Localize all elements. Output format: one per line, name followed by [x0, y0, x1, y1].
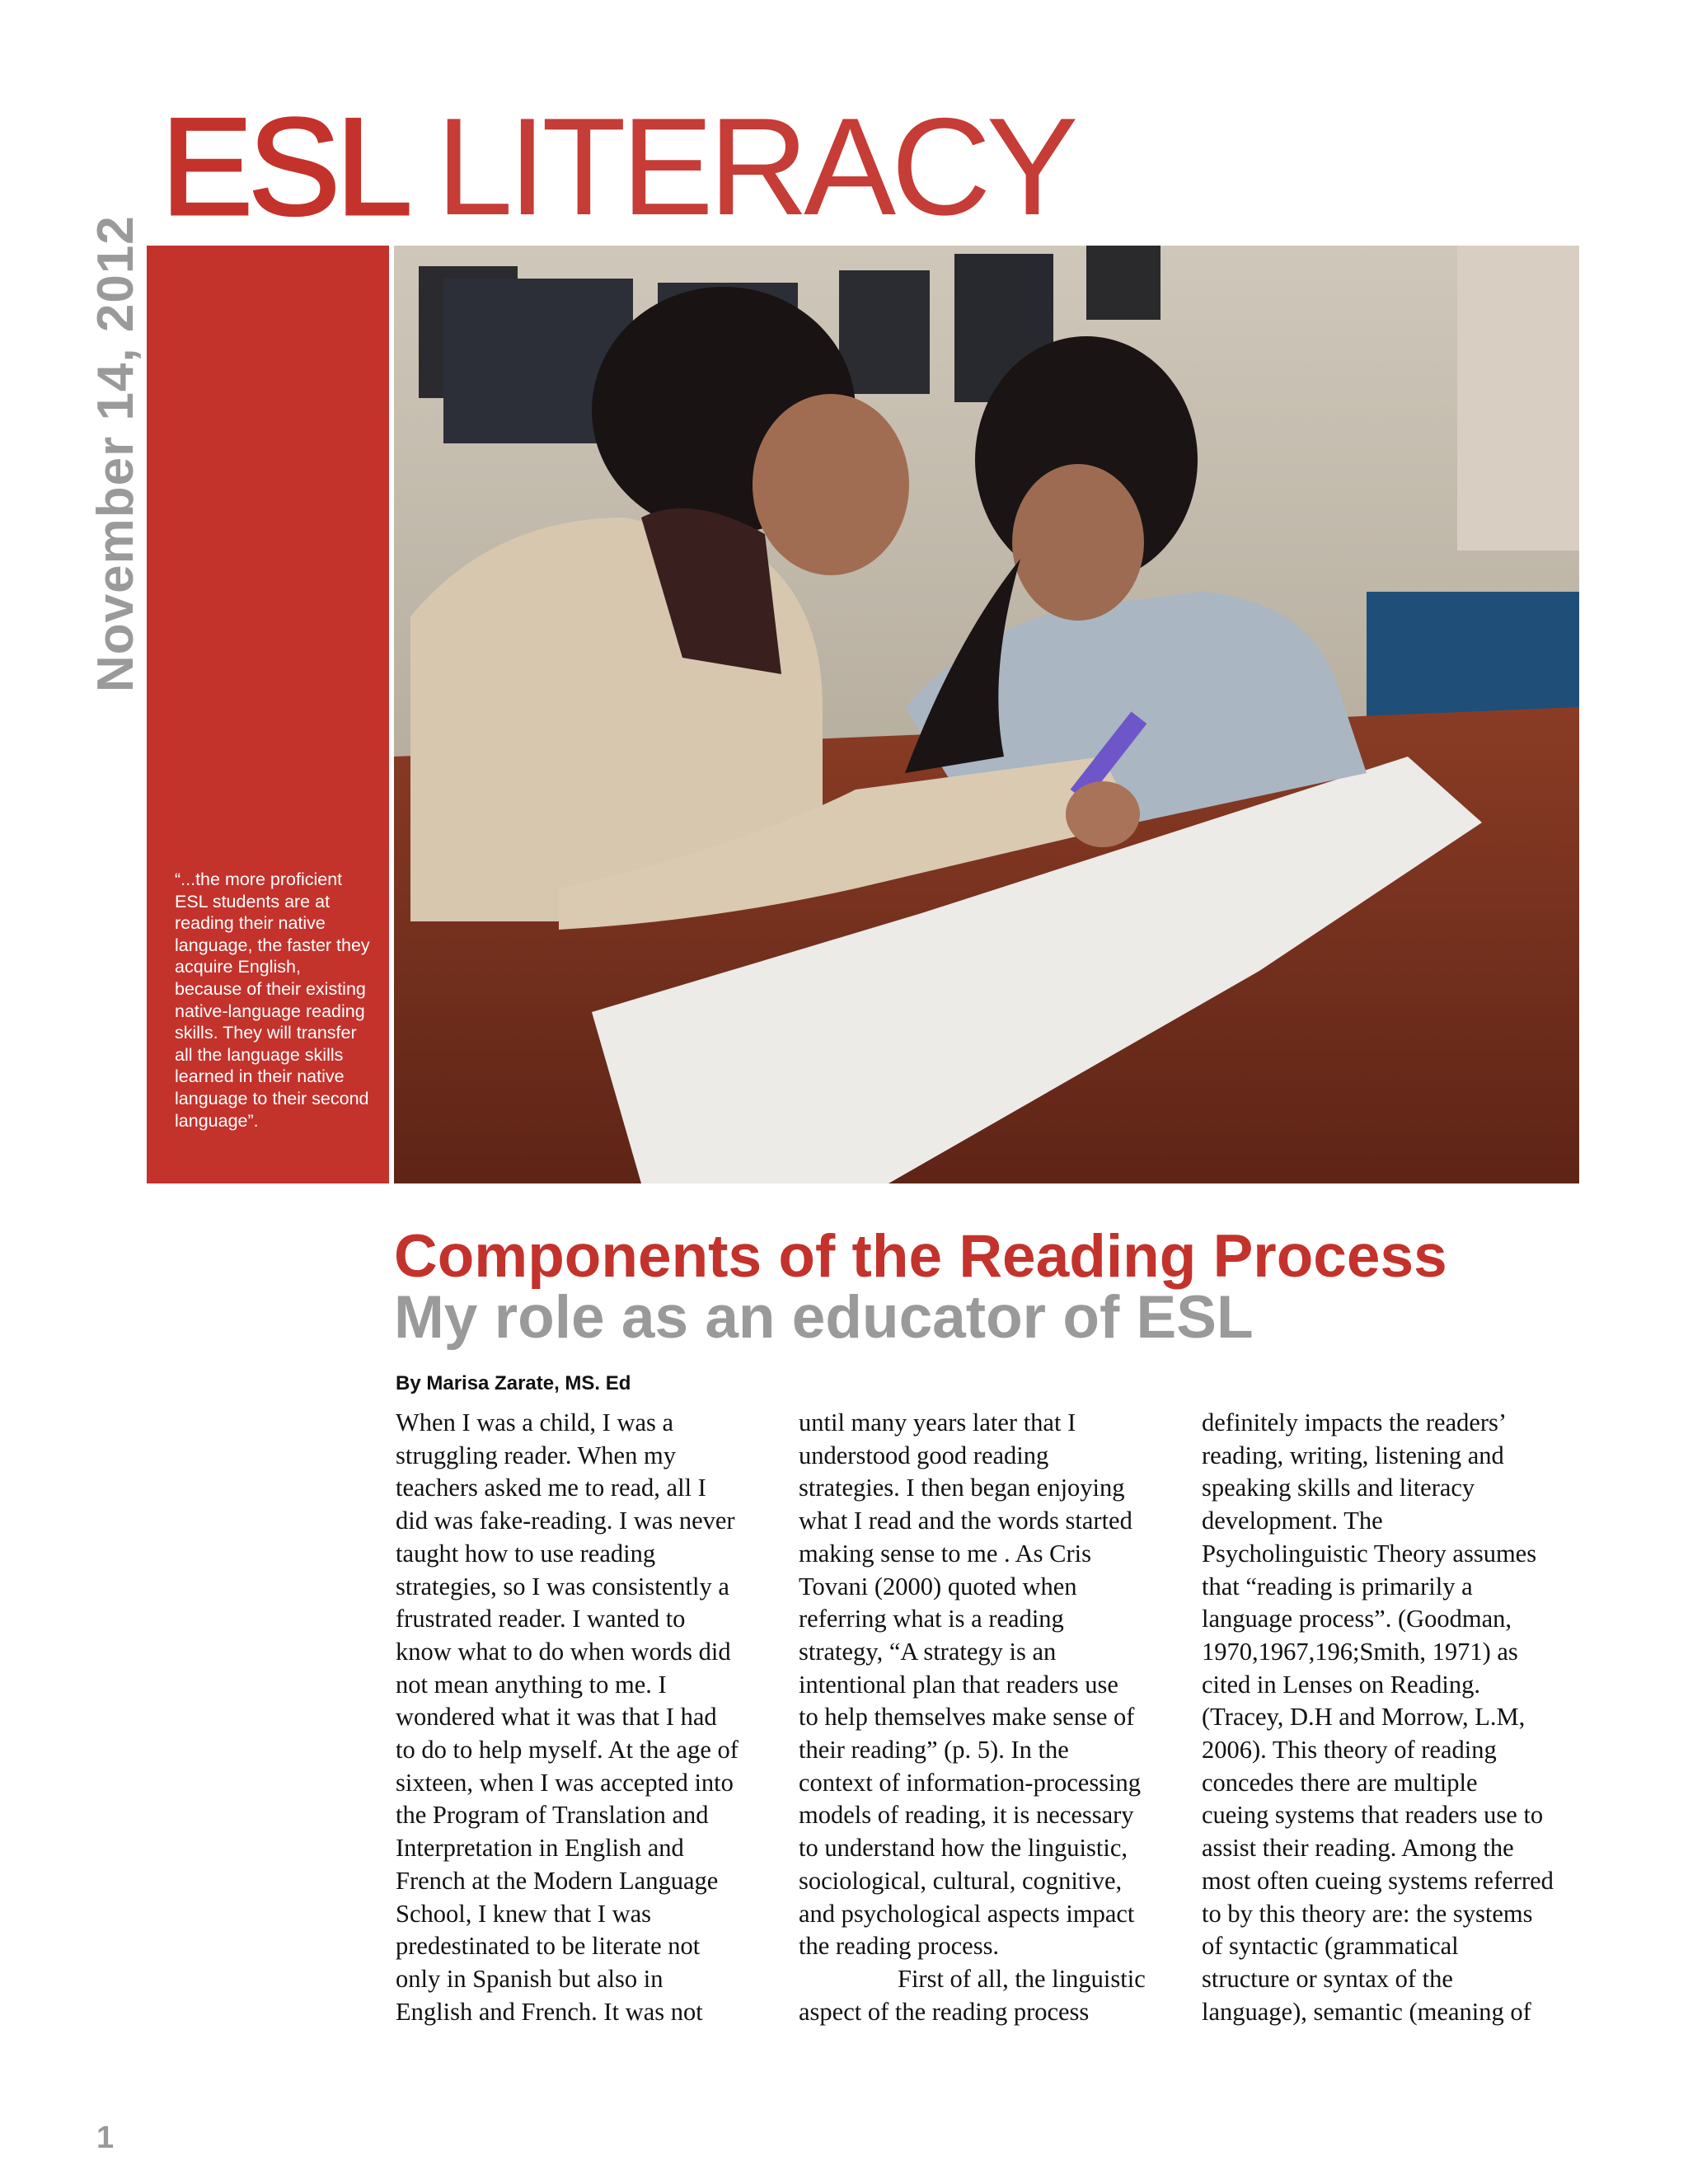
- text-line: School, I knew that I was: [396, 1899, 652, 1928]
- text-line: language), semantic (meaning of: [1202, 1997, 1531, 2026]
- text-line: and psychological aspects impact: [799, 1899, 1135, 1928]
- text-line: wondered what it was that I had: [396, 1703, 717, 1732]
- text-line: of syntactic (grammatical: [1202, 1932, 1459, 1961]
- text-line: only in Spanish but also in: [396, 1964, 663, 1993]
- text-line: teachers asked me to read, all I: [396, 1474, 706, 1502]
- byline: By Marisa Zarate, MS. Ed: [396, 1372, 631, 1394]
- text-line: strategies, so I was consistently a: [396, 1572, 729, 1601]
- text-line: concedes there are multiple: [1202, 1768, 1478, 1797]
- page-number: 1: [96, 2121, 115, 2155]
- text-line: English and French. It was not: [396, 1997, 703, 2026]
- text-line: Tovani (2000) quoted when: [799, 1572, 1077, 1601]
- text-line: predestinated to be literate not: [396, 1932, 701, 1961]
- text-line: cited in Lenses on Reading.: [1202, 1670, 1480, 1699]
- text-line: what I read and the words started: [799, 1507, 1132, 1535]
- masthead-esl: ESL: [161, 89, 403, 244]
- text-line: 2006). This theory of reading: [1202, 1736, 1497, 1765]
- text-line: making sense to me . As Cris: [799, 1539, 1091, 1568]
- text-line: reading, writing, listening and: [1202, 1441, 1504, 1469]
- text-line: structure or syntax of the: [1202, 1964, 1453, 1993]
- text-line: not mean anything to me. I: [396, 1670, 667, 1699]
- article-subtitle: My role as an educator of ESL: [394, 1284, 1254, 1351]
- text-line: to help themselves make sense of: [799, 1703, 1135, 1732]
- text-line: to by this theory are: the systems: [1202, 1899, 1533, 1928]
- masthead-literacy: LITERACY: [436, 89, 1074, 244]
- text-line: development. The: [1202, 1507, 1383, 1535]
- text-line: understood good reading: [799, 1441, 1049, 1469]
- article-column-3: [1202, 1407, 1589, 2028]
- text-line: assist their reading. Among the: [1202, 1834, 1514, 1863]
- text-line: frustrated reader. I wanted to: [396, 1605, 686, 1633]
- pull-quote: “...the more proficient ESL students are at reading their native language, the faster they acquire English, because of their existing native-language reading skills. They will transfer all the language skills learned in their native language to their second language”.: [175, 869, 370, 1131]
- text-line: First of all, the linguistic: [898, 1964, 1146, 1993]
- text-line: that “reading is primarily a: [1202, 1572, 1473, 1601]
- text-line: strategies. I then began enjoying: [799, 1474, 1125, 1502]
- article-column-2: [799, 1407, 1186, 2028]
- classroom-photo-icon: [394, 246, 1579, 1183]
- text-line: taught how to use reading: [396, 1539, 656, 1568]
- masthead: [161, 89, 1074, 244]
- text-line: to do to help myself. At the age of: [396, 1736, 738, 1765]
- text-line: 1970,1967,196;Smith, 1971) as: [1202, 1637, 1518, 1666]
- text-line: the Program of Translation and: [396, 1801, 709, 1830]
- text-line: referring what is a reading: [799, 1605, 1064, 1633]
- text-line: strategy, “A strategy is an: [799, 1637, 1057, 1666]
- text-line: When I was a child, I was a: [396, 1408, 674, 1436]
- text-line: definitely impacts the readers’: [1202, 1408, 1507, 1436]
- text-line: cueing systems that readers use to: [1202, 1801, 1544, 1830]
- text-line: (Tracey, D.H and Morrow, L.M,: [1202, 1703, 1526, 1732]
- text-line: language process”. (Goodman,: [1202, 1605, 1512, 1633]
- issue-date: November 14, 2012: [87, 215, 144, 692]
- text-line: French at the Modern Language: [396, 1866, 719, 1895]
- text-line: the reading process.: [799, 1932, 1000, 1961]
- text-line: speaking skills and literacy: [1202, 1474, 1475, 1502]
- classroom-photo: [394, 246, 1579, 1183]
- text-line: aspect of the reading process: [799, 1997, 1090, 2026]
- text-line: until many years later that I: [799, 1408, 1076, 1436]
- text-line: models of reading, it is necessary: [799, 1801, 1134, 1830]
- text-line: sociological, cultural, cognitive,: [799, 1866, 1123, 1895]
- text-line: context of information-processing: [799, 1768, 1142, 1797]
- text-line: Interpretation in English and: [396, 1834, 684, 1863]
- text-line: struggling reader. When my: [396, 1441, 676, 1469]
- text-line: Psycholinguistic Theory assumes: [1202, 1539, 1537, 1568]
- article-title: Components of the Reading Process: [394, 1223, 1447, 1290]
- text-line: did was fake-reading. I was never: [396, 1507, 735, 1535]
- text-line: their reading” (p. 5). In the: [799, 1736, 1069, 1765]
- text-line: intentional plan that readers use: [799, 1670, 1118, 1699]
- text-line: sixteen, when I was accepted into: [396, 1768, 734, 1797]
- text-line: most often cueing systems referred: [1202, 1866, 1554, 1895]
- text-line: know what to do when words did: [396, 1637, 731, 1666]
- article-column-1: [396, 1407, 783, 2028]
- text-line: to understand how the linguistic,: [799, 1834, 1128, 1863]
